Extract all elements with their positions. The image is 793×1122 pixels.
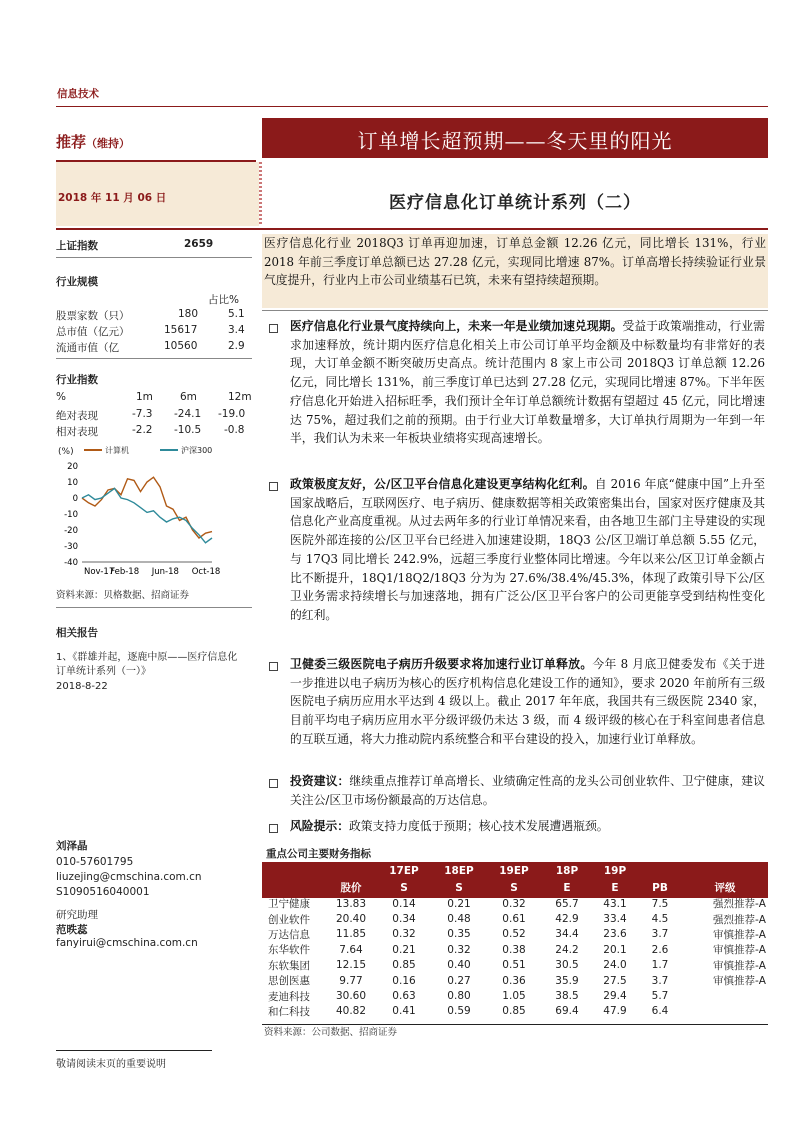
table-cell: 3.7 xyxy=(651,974,669,987)
company-name: 创业软件 xyxy=(268,913,310,926)
table-cell: 0.40 xyxy=(447,959,471,972)
related-report-date: 2018-8-22 xyxy=(56,681,108,692)
industry-index-chart xyxy=(56,442,256,587)
table-cell: 审慎推荐-A xyxy=(713,944,766,957)
table-cell: 9.77 xyxy=(339,974,363,987)
table-cell: 12.15 xyxy=(335,959,367,972)
bullet-1: 医疗信息化行业景气度持续向上，未来一年是业绩加速兑现期。受益于政策端推动，行业需求加速释放，统计期内医疗信息化相关上市公司订单平均金额及中标数量均有非常好的表现，大订单金额不断突破历史高点。统计范围内 8 家上市公司 2018Q3 订单总额 12.26 亿元，同比增长 131%，前三季度订单已达到 27.28 亿元，实现同比增速 87%。下半年医疗信息化开始进入招标旺季，我们预计全年订单总额统计数据有望超过 45 亿元，同比增速达 75%，超过我们之前的预期。由于行业大订单数量增多，大订单执行周期为一年到一年半，我们认为未来一年板块业绩将实现高速增长。 xyxy=(290,319,765,446)
table-cell: 0.27 xyxy=(447,974,471,987)
fin-header-cell xyxy=(682,862,768,879)
table-cell: 0.85 xyxy=(502,1005,526,1018)
table-cell: 审慎推荐-A xyxy=(713,959,766,972)
analyst-cert: S1090516040001 xyxy=(56,886,150,898)
related-report-link[interactable]: 1、《群雄并起，逐鹿中原——医疗信息化订单统计系列（一）》 xyxy=(56,652,238,677)
chart-source: 资料来源：贝格数据、招商证券 xyxy=(56,590,190,601)
scale-label: 股票家数（只） xyxy=(56,310,130,322)
table-cell: 0.21 xyxy=(392,943,416,956)
summary-text: 医疗信息化行业 2018Q3 订单再迎加速，订单总金额 12.26 亿元，同比增长 131%，行业 2018 年前三季度订单总额已达 27.28 亿元，实现同比增速 87%。订单高增长持续验证行业景气度提升，行业内上市公司业绩基石已筑，未来有望持续超预期。 xyxy=(264,236,766,288)
table-cell: 0.32 xyxy=(447,943,471,956)
table-cell: 23.6 xyxy=(603,928,627,941)
assistant-label: 研究助理 xyxy=(56,909,98,921)
table-cell: 69.4 xyxy=(555,1005,579,1018)
bullet-5: 风险提示：政策支持力度低于预期；核心技术发展遭遇瓶颈。 xyxy=(290,819,609,833)
table-cell: 审慎推荐-A xyxy=(713,975,766,988)
table-cell: 40.82 xyxy=(335,1005,367,1018)
table-cell: 33.4 xyxy=(603,913,627,926)
scale-row xyxy=(56,308,246,324)
index-row: 绝对表现 -7.3 -24.1 -19.0 xyxy=(56,408,246,422)
report-date: 2018 年 11 月 06 日 xyxy=(58,192,167,204)
divider xyxy=(56,257,252,258)
scale-pct: 3.4 xyxy=(228,324,245,336)
index-row: 相对表现 -2.2 -10.5 -0.8 xyxy=(56,424,245,438)
fin-header-cell: E xyxy=(611,881,619,894)
x-tick-label: Oct-18 xyxy=(191,567,221,577)
industry-scale-title: 行业规模 xyxy=(56,276,98,288)
fin-header-cell: S xyxy=(400,881,408,894)
related-title: 相关报告 xyxy=(56,627,98,639)
table-row xyxy=(262,958,768,973)
table-cell: 11.85 xyxy=(335,928,367,941)
fin-header-cell: S xyxy=(510,881,518,894)
divider xyxy=(56,607,252,608)
table-cell: 20.1 xyxy=(603,943,627,956)
table-cell: 0.21 xyxy=(447,897,471,910)
divider xyxy=(56,358,252,359)
company-name: 麦迪科技 xyxy=(268,990,310,1003)
fin-header-cell xyxy=(326,862,376,879)
table-cell: 0.63 xyxy=(392,990,416,1003)
scale-value: 180 xyxy=(178,308,199,320)
footer-note: 敬请阅读末页的重要说明 xyxy=(56,1059,166,1070)
scale-value: 15617 xyxy=(164,324,198,336)
series-line-1 xyxy=(82,488,212,542)
table-cell: 13.83 xyxy=(335,897,367,910)
date-box xyxy=(56,162,259,226)
fin-header-cell: 18EP xyxy=(444,864,474,877)
table-row xyxy=(262,942,768,957)
table-cell: 6.4 xyxy=(651,1005,669,1018)
table-cell: 0.52 xyxy=(502,928,526,941)
fin-header-cell xyxy=(262,862,326,879)
table-cell: 0.59 xyxy=(447,1005,471,1018)
index-header-row: % 1m 6m 12m xyxy=(56,391,252,403)
fin-header-cell: 19EP xyxy=(499,864,529,877)
rating-note: （维持） xyxy=(86,137,131,150)
fin-header-cell: 评级 xyxy=(714,882,736,894)
report-subtitle: 医疗信息化订单统计系列（二） xyxy=(389,193,641,213)
scale-label: 总市值（亿元） xyxy=(56,326,130,338)
assistant-email[interactable]: fanyirui@cmschina.com.cn xyxy=(56,937,198,949)
scale-row xyxy=(56,340,246,356)
fin-table-header-row xyxy=(262,879,768,896)
y-tick-label: 20 xyxy=(67,462,78,472)
bullet-marker xyxy=(269,779,278,788)
table-cell: 强烈推荐-A xyxy=(713,913,766,926)
x-tick-label: Feb-18 xyxy=(110,567,140,577)
fin-table-header-row xyxy=(262,862,768,879)
table-cell: 24.2 xyxy=(555,943,579,956)
index-label: 上证指数 xyxy=(56,240,98,252)
table-cell: 0.41 xyxy=(392,1005,416,1018)
table-cell: 1.7 xyxy=(651,959,669,972)
y-tick-label: -30 xyxy=(64,542,78,552)
report-title: 订单增长超预期——冬天里的阳光 xyxy=(357,129,673,153)
table-cell: 强烈推荐-A xyxy=(713,898,766,911)
table-cell: 30.5 xyxy=(555,959,579,972)
bullet-marker xyxy=(269,662,278,671)
table-cell: 0.38 xyxy=(502,943,526,956)
scale-pct: 5.1 xyxy=(228,308,245,320)
table-cell: 24.0 xyxy=(603,959,627,972)
company-name: 卫宁健康 xyxy=(268,898,310,911)
table-cell: 35.9 xyxy=(555,974,579,987)
company-name: 和仁科技 xyxy=(268,1005,310,1018)
analyst-name: 刘泽晶 xyxy=(56,840,88,852)
table-cell: 5.7 xyxy=(651,990,669,1003)
table-cell: 0.80 xyxy=(447,990,471,1003)
y-tick-label: 0 xyxy=(72,494,78,504)
bullet-marker xyxy=(269,482,278,491)
company-name: 万达信息 xyxy=(268,928,310,941)
fin-header-cell xyxy=(262,879,326,896)
x-tick-label: Jun-18 xyxy=(151,567,179,577)
fin-header-cell: PB xyxy=(652,881,668,894)
fin-table-title: 重点公司主要财务指标 xyxy=(266,848,371,860)
table-cell: 42.9 xyxy=(555,913,579,926)
table-cell: 29.4 xyxy=(603,990,627,1003)
fin-header-cell xyxy=(638,862,682,879)
table-cell: 0.32 xyxy=(502,897,526,910)
company-name: 东软集团 xyxy=(268,959,310,972)
bullet-marker xyxy=(269,824,278,833)
scale-row xyxy=(56,324,246,340)
table-row xyxy=(262,896,768,911)
table-cell: 0.61 xyxy=(502,913,526,926)
table-cell: 20.40 xyxy=(335,913,367,926)
table-cell: 0.14 xyxy=(392,897,416,910)
bullet-3: 卫健委三级医院电子病历升级要求将加速行业订单释放。今年 8 月底卫健委发布《关于进一步推进以电子病历为核心的医疗机构信息化建设工作的通知》，要求 2020 年前所有三级医院电子病历应用水平达到 4 级以上。截止 2017 年年底，我国共有三级医院 2340 家，目前平均电子病历应用水平分级评级仍未达 3 级，而 4 级评级的核心在于科室间患者信息的互联互通，将大力推动院内系统整合和平台建设的投入，加速行业订单释放。 xyxy=(290,657,765,746)
table-cell: 1.05 xyxy=(502,990,526,1003)
header-bottom-divider xyxy=(56,228,768,230)
rating-label: 推荐 xyxy=(56,133,87,151)
table-cell: 27.5 xyxy=(603,974,627,987)
table-cell: 43.1 xyxy=(603,897,627,910)
category-label: 信息技术 xyxy=(57,88,99,100)
company-name: 东华软件 xyxy=(268,944,310,957)
bullet-2: 政策极度友好，公/区卫平台信息化建设更享结构化红利。自 2016 年底“健康中国”上升至国家战略后，互联网医疗、电子病历、健康数据等相关政策密集出台，国家对医疗健康及其信息化产业高度重视。从过去两年多的行业订单情况来看，由各地卫生部门主导建设的实现医院外部连接的公/区卫平台已经进入加速建设期，18Q3 公/区卫端订单总额 5.55 亿元，与 17Q3 同比增长 242.9%，远超三季度行业整体同比增速。今年以来公/区卫订单金额占比不断提升，18Q1/18Q2/18Q3 分为为 27.6%/38.4%/45.3%，体现了政策引导下公/区卫业务需求持续增长与加速落地，拥有广泛公/区卫平台客户的公司更能享受到结构性变化的红利。 xyxy=(290,477,765,622)
scale-label: 流通市值（亿 xyxy=(56,342,119,354)
scale-col-header: 占比% xyxy=(208,294,239,306)
table-cell: 30.60 xyxy=(335,990,367,1003)
table-cell: 0.35 xyxy=(447,928,471,941)
table-cell: 7.64 xyxy=(339,943,363,956)
table-cell: 38.5 xyxy=(555,990,579,1003)
table-cell xyxy=(682,1004,768,1019)
bullet-marker xyxy=(269,324,278,333)
fin-table xyxy=(262,862,768,1019)
y-tick-label: -40 xyxy=(64,558,78,568)
table-cell: 34.4 xyxy=(555,928,579,941)
industry-index-title: 行业指数 xyxy=(56,374,98,386)
y-tick-label: -20 xyxy=(64,526,78,536)
table-cell: 0.32 xyxy=(392,928,416,941)
analyst-phone: 010-57601795 xyxy=(56,856,134,868)
y-tick-label: 10 xyxy=(67,478,78,488)
x-tick-label: Nov-17 xyxy=(84,567,115,577)
analyst-email[interactable]: liuzejing@cmschina.com.cn xyxy=(56,871,202,883)
table-cell: 0.34 xyxy=(392,913,416,926)
table-row xyxy=(262,973,768,988)
fin-header-cell: 19P xyxy=(603,864,627,877)
table-cell: 2.6 xyxy=(651,943,669,956)
table-cell: 0.36 xyxy=(502,974,526,987)
fin-header-cell: S xyxy=(455,881,463,894)
scale-pct: 2.9 xyxy=(228,340,245,352)
bullet-4: 投资建议：继续重点推荐订单高增长、业绩确定性高的龙头公司创业软件、卫宁健康，建议关注公/区卫市场份额最高的万达信息。 xyxy=(290,774,765,807)
fin-table-source: 资料来源：公司数据、招商证券 xyxy=(264,1027,398,1038)
table-cell: 0.48 xyxy=(447,913,471,926)
scale-value: 10560 xyxy=(164,340,198,352)
table-cell: 65.7 xyxy=(555,897,579,910)
table-cell: 审慎推荐-A xyxy=(713,928,766,941)
table-row xyxy=(262,927,768,942)
summary-divider xyxy=(262,310,768,311)
fin-header-cell: E xyxy=(563,881,571,894)
table-cell xyxy=(682,988,768,1003)
table-cell: 0.16 xyxy=(392,974,416,987)
table-cell: 0.51 xyxy=(502,959,526,972)
company-name: 思创医惠 xyxy=(268,975,310,988)
table-row xyxy=(262,911,768,926)
y-tick-label: -10 xyxy=(64,510,78,520)
table-row xyxy=(262,988,768,1003)
fin-header-cell: 股价 xyxy=(340,882,362,894)
table-cell: 3.7 xyxy=(651,928,669,941)
table-cell: 0.85 xyxy=(392,959,416,972)
table-cell: 7.5 xyxy=(651,897,669,910)
table-cell: 4.5 xyxy=(651,913,669,926)
assistant-name: 范昳蕊 xyxy=(56,924,88,936)
footer-rule xyxy=(56,1050,212,1051)
table-cell: 47.9 xyxy=(603,1005,627,1018)
fin-header-cell: 17EP xyxy=(389,864,419,877)
title-banner xyxy=(262,118,768,158)
index-value: 2659 xyxy=(184,238,214,250)
top-divider xyxy=(56,106,768,107)
chart-ylabel: (%) xyxy=(58,447,74,457)
fin-header-cell: 18P xyxy=(555,864,579,877)
legend-computer: 计算机 xyxy=(105,446,129,455)
legend-hs300: 沪深300 xyxy=(181,446,213,455)
rating xyxy=(56,131,130,152)
table-row xyxy=(262,1004,768,1019)
